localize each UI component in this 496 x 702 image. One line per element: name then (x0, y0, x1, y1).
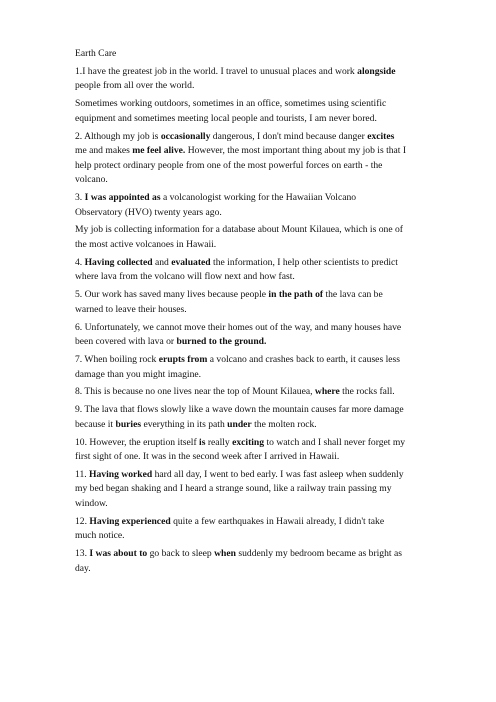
text-run: Observatory (HVO) twenty years ago. (75, 206, 222, 218)
text-line (75, 144, 423, 159)
text-run: 1.I have the greatest job in the world. I travel to unusual places and work (75, 65, 358, 77)
text-line (75, 238, 423, 253)
text-line (75, 256, 423, 271)
text-run: first sight of one. It was in the second week after I arrived in Hawaii. (75, 451, 340, 463)
text-line (75, 403, 423, 418)
text-run: go back to sleep (147, 548, 215, 560)
text-line (75, 97, 423, 112)
text-line (75, 368, 423, 383)
paragraph (75, 515, 423, 544)
text-run: really (205, 436, 233, 448)
text-line (75, 321, 423, 336)
bold-text-run: under (227, 418, 252, 430)
paragraph (75, 468, 423, 512)
bold-text-run: in the path of (268, 289, 324, 301)
bold-text-run: where (314, 386, 340, 398)
paragraph (75, 256, 423, 285)
text-line (75, 159, 423, 174)
text-run: me and makes (75, 145, 133, 157)
paragraph (75, 130, 423, 188)
text-run: suddenly my bedroom became as bright as (235, 548, 402, 560)
text-run: and (152, 256, 172, 268)
bold-text-run: evaluated (171, 256, 211, 268)
text-run: However, the most important thing about my job is that I (185, 145, 407, 157)
text-run: volcano. (75, 174, 108, 186)
text-run: because it (75, 418, 116, 430)
text-run: Sometimes working outdoors, sometimes in an office, sometimes using scientific (75, 98, 387, 110)
text-run: people from all over the world. (75, 80, 195, 92)
paragraph (75, 97, 423, 126)
paragraph (75, 547, 423, 576)
bold-text-run: exciting (232, 436, 265, 448)
paragraph (75, 191, 423, 220)
text-line (75, 529, 423, 544)
paragraph-list (75, 65, 423, 580)
text-line (75, 335, 423, 350)
text-run: to watch and I shall never forget my (264, 436, 406, 448)
text-run: help protect ordinary people from one of the most powerful forces on earth - the (75, 159, 383, 171)
text-run: damage than you might imagine. (75, 368, 202, 380)
text-line (75, 385, 423, 400)
text-run: 2. Although my job is (75, 130, 161, 142)
text-run: 11. (75, 468, 90, 480)
paragraph (75, 436, 423, 465)
document-body (75, 47, 423, 580)
text-run: the molten rock. (251, 418, 317, 430)
text-line (75, 206, 423, 221)
text-run: dangerous, I don't mind because danger (210, 130, 368, 142)
bold-text-run: excites (367, 130, 395, 142)
text-line (75, 288, 423, 303)
text-line (75, 79, 423, 94)
text-run: the lava can be (323, 289, 383, 301)
text-line (75, 482, 423, 497)
text-run: 13. (75, 548, 90, 560)
bold-text-run: I was about to (89, 548, 148, 560)
paragraph (75, 403, 423, 432)
text-run: window. (75, 498, 108, 510)
text-line (75, 303, 423, 318)
paragraph (75, 385, 423, 400)
text-run: the information, I help other scientists to predict (210, 256, 398, 268)
text-line (75, 65, 423, 80)
text-line (75, 223, 423, 238)
bold-text-run: Having worked (89, 468, 153, 480)
text-run: hard all day, I went to bed early. I was fast asleep when suddenly (152, 468, 404, 480)
text-run: 12. (75, 515, 90, 527)
text-line (75, 191, 423, 206)
bold-text-run: burned to the ground. (176, 336, 267, 348)
text-run: 4. (75, 256, 85, 268)
text-line (75, 270, 423, 285)
paragraph (75, 223, 423, 252)
text-run: much notice. (75, 530, 125, 542)
bold-text-run: erupts from (158, 353, 208, 365)
text-line (75, 468, 423, 483)
text-line (75, 418, 423, 433)
text-run: 3. (75, 192, 85, 204)
text-line (75, 547, 423, 562)
text-run: everything in its path (141, 418, 228, 430)
text-run: the most active volcanoes in Hawaii. (75, 239, 217, 251)
paragraph (75, 288, 423, 317)
bold-text-run: occasionally (160, 130, 211, 142)
text-run: the rocks fall. (339, 386, 395, 398)
text-run: been covered with lava or (75, 336, 177, 348)
bold-text-run: Having collected (84, 256, 153, 268)
text-line (75, 497, 423, 512)
text-run: where lava from the volcano will flow next and how fast. (75, 271, 295, 283)
bold-text-run: buries (115, 418, 142, 430)
text-line (75, 562, 423, 577)
paragraph-gap (75, 576, 423, 579)
bold-text-run: is (199, 436, 206, 448)
text-run: a volcano and crashes back to earth, it causes less (207, 353, 400, 365)
bold-text-run: I was appointed as (84, 192, 161, 204)
text-line (75, 173, 423, 188)
text-line (75, 353, 423, 368)
text-run: 9. The lava that flows slowly like a wave down the mountain causes far more damage (75, 404, 404, 416)
text-run: quite a few earthquakes in Hawaii already, I didn't take (170, 515, 385, 527)
document-title: Earth Care (75, 48, 117, 59)
paragraph (75, 353, 423, 382)
text-run: warned to leave their houses. (75, 303, 187, 315)
text-line (75, 436, 423, 451)
text-line (75, 450, 423, 465)
text-run: 7. When boiling rock (75, 353, 159, 365)
text-run: day. (75, 562, 91, 574)
text-run: 5. Our work has saved many lives because people (75, 289, 269, 301)
text-run: 6. Unfortunately, we cannot move their homes out of the way, and many houses have (75, 321, 402, 333)
text-line (75, 515, 423, 530)
text-run: equipment and sometimes meeting local people and tourists, I am never bored. (75, 112, 377, 124)
bold-text-run: when (214, 548, 236, 560)
text-run: my bed began shaking and I heard a strange sound, like a railway train passing my (75, 483, 392, 495)
bold-text-run: Having experienced (89, 515, 171, 527)
text-run: a volcanologist working for the Hawaiian Volcano (160, 192, 357, 204)
paragraph (75, 65, 423, 94)
text-line (75, 112, 423, 127)
text-run: 8. This is because no one lives near the top of Mount Kilauea, (75, 386, 315, 398)
bold-text-run: alongside (357, 65, 396, 77)
text-run: My job is collecting information for a database about Mount Kilauea, which is one of (75, 224, 403, 236)
paragraph (75, 321, 423, 350)
text-line (75, 130, 423, 145)
text-run: 10. However, the eruption itself (75, 436, 200, 448)
bold-text-run: me feel alive. (132, 145, 186, 157)
